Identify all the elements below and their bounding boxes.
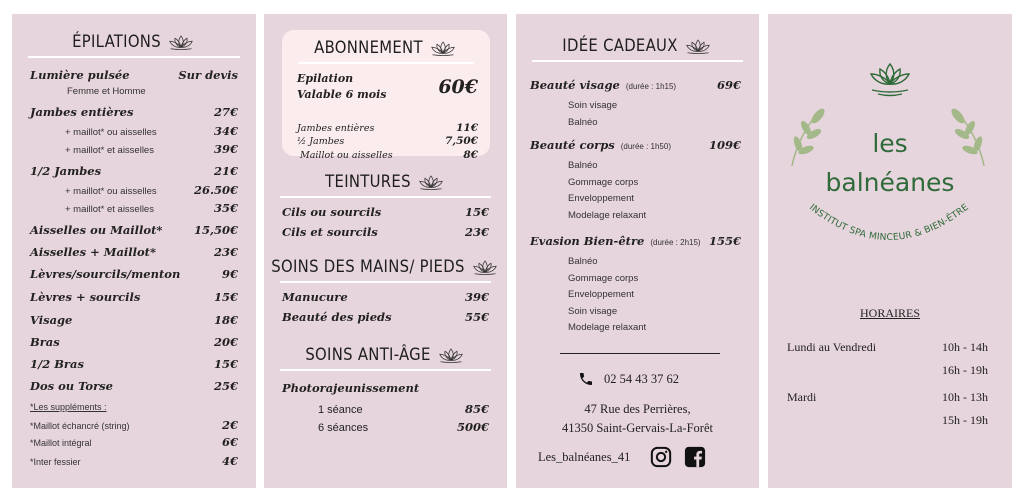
item-price: 21€ [213, 164, 238, 178]
abonnement-item-label: Jambes entières [297, 123, 375, 134]
abonnement-price: 60€ [438, 76, 478, 98]
gift-offer-price: 109€ [708, 138, 741, 152]
price-row [282, 420, 489, 434]
abonnement-item-price: 7,50€ [445, 135, 478, 147]
brand-panel [768, 14, 1012, 488]
epilations-title: ÉPILATIONS [72, 32, 161, 51]
price-row [282, 290, 489, 304]
anti-age-title: SOINS ANTI-ÂGE [305, 345, 431, 364]
abonnement-item [297, 149, 478, 161]
gift-offer-heading [530, 78, 676, 92]
horaires-day: Mardi [787, 390, 817, 404]
gift-service: Modelage relaxant [568, 209, 647, 221]
gift-offer-duration: (durée : 1h15) [625, 82, 677, 91]
abonnement-item-label: ½ Jambes [297, 136, 345, 147]
horaires-slot: 10h - 14h [942, 340, 988, 354]
gift-offer-duration: (durée : 1h50) [620, 142, 671, 151]
supplement-row [30, 435, 238, 449]
abonnement-line1: Epilation [297, 72, 354, 85]
horaires-slot: 16h - 19h [942, 363, 988, 377]
leaf-branch-left [792, 107, 827, 166]
supplement-label: *Maillot intégral [30, 438, 92, 448]
price-row [282, 402, 489, 416]
abonnement-item-price: 8€ [463, 149, 478, 161]
item-label: 1 séance [318, 404, 363, 416]
item-label: Lumière pulsée [30, 68, 130, 82]
item-price: 15€ [213, 290, 238, 304]
phone-number: 02 54 43 37 62 [604, 371, 679, 386]
item-option: + maillot* ou aisselles [65, 186, 157, 197]
horaires-day: Lundi au Vendredi [787, 340, 877, 354]
price-row [282, 310, 489, 324]
abonnement-title: ABONNEMENT [314, 38, 423, 57]
instagram-icon[interactable] [650, 446, 672, 468]
brand-name-1: les [872, 129, 908, 158]
phone-row[interactable] [578, 371, 679, 387]
gift-service: Balnéo [568, 160, 598, 171]
horaires-slot: 10h - 13h [942, 390, 988, 404]
gift-offer-price: 155€ [708, 234, 741, 248]
item-label: Cils et sourcils [282, 225, 378, 239]
horaires-title: HORAIRES [859, 306, 920, 320]
gift-offer-label: Beauté corps [530, 138, 615, 152]
abonnement-box [282, 30, 490, 161]
address-line2: 41350 Saint-Gervais-La-Forêt [561, 421, 713, 435]
item-label: Lèvres/sourcils/menton [30, 267, 181, 281]
price-row [30, 164, 238, 178]
price-row [30, 379, 238, 393]
title-rule [298, 62, 474, 64]
gift-offer-label: Evasion Bien-être [530, 234, 645, 248]
price-row [282, 205, 489, 219]
abonnement-line2: Valable 6 mois [297, 88, 387, 101]
lotus-icon [428, 39, 458, 57]
item-label: 6 séances [318, 422, 369, 434]
anti-age-heading: Photorajeunissement [282, 381, 420, 395]
item-label: Visage [30, 313, 73, 327]
supplement-label: *Inter fessier [30, 457, 81, 467]
gift-offer-heading [530, 138, 671, 152]
price-row [30, 335, 238, 349]
item-label: Jambes entières [30, 105, 134, 119]
item-price: 23€ [464, 225, 489, 239]
abonnement-item-label: Maillot ou aisselles [300, 150, 393, 161]
title-rule [28, 56, 240, 58]
brand-logo [768, 14, 1012, 244]
gift-service: Gommage corps [568, 272, 639, 284]
item-price: 18€ [213, 313, 238, 327]
cadeaux-panel [516, 14, 759, 488]
gift-service: Soin visage [568, 305, 618, 317]
supplement-price: 6€ [221, 435, 238, 449]
price-row [30, 313, 238, 327]
price-row [30, 290, 238, 304]
brand-name-2: balnéanes [825, 168, 955, 197]
lotus-icon [166, 33, 196, 51]
gift-offer [530, 138, 741, 152]
item-sublabel: Femme et Homme [67, 86, 146, 97]
item-label: Aisselles + Maillot* [30, 245, 157, 259]
item-price: 9€ [221, 267, 238, 281]
item-label: 1/2 Jambes [30, 164, 102, 178]
item-label: Beauté des pieds [282, 310, 392, 324]
abonnement-item [297, 135, 478, 147]
abonnement-item [297, 122, 478, 134]
item-price: 39€ [464, 290, 489, 304]
gift-offer-price: 69€ [716, 78, 741, 92]
gift-service: Soin visage [568, 100, 618, 111]
gift-offer [530, 78, 741, 92]
item-option: + maillot* et aisselles [65, 204, 154, 215]
price-row [30, 105, 238, 119]
address [516, 400, 759, 438]
divider [560, 353, 720, 354]
price-row [30, 223, 238, 237]
supplement-row [30, 418, 238, 432]
social-row [538, 446, 706, 468]
price-row [30, 142, 238, 156]
item-price: 20€ [213, 335, 238, 349]
lotus-icon [470, 258, 500, 276]
facebook-icon[interactable] [684, 446, 706, 468]
item-price: 35€ [213, 201, 238, 215]
item-label: Aisselles ou Maillot* [30, 223, 163, 237]
price-row [30, 68, 238, 82]
item-label: 1/2 Bras [30, 357, 84, 371]
price-row [30, 86, 238, 97]
mains-pieds-title: SOINS DES MAINS/ PIEDS [271, 257, 465, 276]
price-row [30, 201, 238, 215]
item-price: 55€ [464, 310, 489, 324]
item-price: 39€ [213, 142, 238, 156]
item-option: + maillot* ou aisselles [65, 127, 157, 138]
item-price: Sur devis [178, 68, 238, 82]
item-price: 15€ [213, 357, 238, 371]
gift-offer-heading [530, 234, 701, 248]
item-price: 25€ [213, 379, 238, 393]
item-label: Cils ou sourcils [282, 205, 382, 219]
abonnement-panel [264, 14, 507, 488]
title-rule [280, 369, 491, 371]
gift-service: Modelage relaxant [568, 322, 647, 333]
gift-service: Gommage corps [568, 176, 639, 188]
item-price: 500€ [456, 420, 489, 434]
item-label: Bras [30, 335, 60, 349]
abonnement-item-price: 11€ [456, 122, 478, 134]
leaf-branch-right [949, 107, 984, 166]
supplement-price: 2€ [221, 418, 238, 432]
teintures-title: TEINTURES [325, 172, 411, 191]
item-price: 23€ [213, 245, 238, 259]
title-rule [532, 60, 743, 62]
lotus-icon [416, 173, 446, 191]
item-price: 34€ [213, 124, 238, 138]
item-price: 85€ [464, 402, 489, 416]
epilations-panel [12, 14, 256, 488]
lotus-icon [436, 346, 466, 364]
supplement-label: *Maillot échancré (string) [30, 421, 130, 431]
supplements-title: *Les suppléments : [30, 402, 107, 412]
price-row [282, 225, 489, 239]
item-price: 26.50€ [193, 183, 238, 197]
item-price: 27€ [213, 105, 238, 119]
gift-service: Enveloppement [568, 289, 635, 300]
item-price: 15€ [464, 205, 489, 219]
brand-tagline: INSTITUT SPA MINCEUR & BIEN-ÊTRE [807, 201, 971, 244]
price-row [30, 267, 238, 281]
item-label: Lèvres + sourcils [30, 290, 141, 304]
price-row [30, 245, 238, 259]
title-rule [280, 281, 491, 283]
title-rule [280, 196, 491, 198]
item-price: 15,50€ [193, 223, 238, 237]
price-row [30, 183, 238, 197]
supplement-price: 4€ [221, 454, 238, 468]
supplement-row [30, 454, 238, 468]
item-label: Manucure [282, 290, 348, 304]
gift-service: Balnéo [568, 116, 598, 128]
gift-offer-label: Beauté visage [530, 78, 620, 92]
gift-offer [530, 234, 741, 248]
cadeaux-title: IDÉE CADEAUX [562, 36, 678, 55]
item-option: + maillot* et aisselles [65, 145, 154, 156]
gift-offer-duration: (durée : 2h15) [650, 238, 701, 247]
gift-service: Balnéo [568, 256, 598, 267]
price-row [30, 357, 238, 371]
phone-icon [578, 371, 594, 387]
social-handle: Les_balnéanes_41 [538, 449, 631, 464]
lotus-icon [683, 37, 713, 55]
horaires-slot: 15h - 19h [942, 413, 988, 427]
price-row [30, 124, 238, 138]
gift-service: Enveloppement [568, 193, 635, 204]
address-line1: 47 Rue des Perrières, [584, 402, 691, 416]
item-label: Dos ou Torse [30, 379, 113, 393]
